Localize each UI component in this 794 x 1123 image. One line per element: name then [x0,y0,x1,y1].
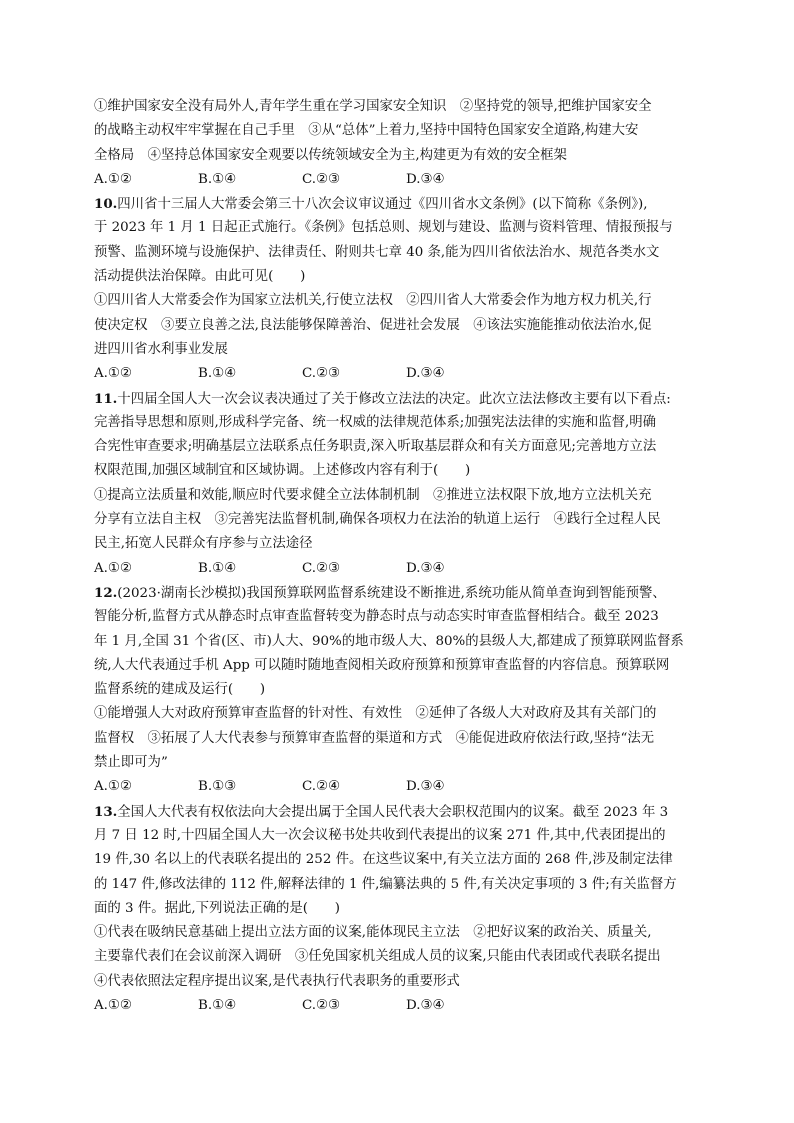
question-text: 19 件,30 名以上的代表联名提出的 252 件。在这些议案中,有关立法方面的 268 件,涉及制定法律 [94,852,673,868]
question-text: 于 2023 年 1 月 1 日起正式施行。《条例》包括总则、规划与建设、监测与资料管理、情报预报与 [94,220,673,236]
question-text: 进四川省水利事业发展 [94,341,228,357]
answer-option[interactable]: A.①② [94,366,132,382]
question-block [94,387,700,581]
question-text: 面的 3 件。据此,下列说法正确的是( ) [94,900,340,916]
question-stem-line [94,484,700,508]
question-stem-line [94,824,700,848]
answer-option[interactable]: C.②③ [302,366,341,382]
question-text: 权限范围,加强区域制宜和区域协调。上述修改内容有利于( ) [94,463,471,479]
answer-option[interactable]: A.①② [94,997,132,1013]
question-stem-line [94,921,700,945]
question-text: 四川省十三届人大常委会第三十八次会议审议通过《四川省水文条例》(以下简称《条例》), [117,197,648,213]
question-text: 的 147 件,修改法律的 112 件,解释法律的 1 件,编纂法典的 5 件,有关决定事项的 3 件;有关监督方 [94,876,677,892]
answer-option[interactable]: A.①② [94,171,132,187]
question-stem-line [94,119,700,143]
question-stem-line [94,970,700,994]
question-text: 分享有立法自主权 ③完善宪法监督机制,确保各项权力在法治的轨道上运行 ④践行全过程人民 [94,512,661,528]
question-stem-line [94,411,700,435]
question-text: 年 1 月,全国 31 个省(区、市)人大、90%的地市级人大、80%的县级人大,都建成了预算联网监督系 [94,633,684,649]
question-block [94,800,700,1019]
question-number: 13. [94,803,118,820]
question-text: 的战略主动权牢牢掌握在自己手里 ③从“总体”上着力,坚持中国特色国家安全道路,构建大安 [94,123,639,139]
question-stem-line [94,192,700,216]
question-text: 使决定权 ③要立良善之法,良法能够保障善治、促进社会发展 ④该法实施能推动依法治水,促 [94,317,652,333]
question-text: 十四届全国人大一次会议表决通过了关于修改立法法的决定。此次立法法修改主要有以下看点: [117,391,671,407]
question-stem-line [94,945,700,969]
question-stem-line [94,508,700,532]
answer-options [94,362,700,386]
answer-option[interactable]: B.①④ [198,997,237,1013]
answer-option[interactable]: D.③④ [406,171,445,187]
question-stem-line [94,605,700,629]
answer-options [94,168,700,192]
question-text: 合宪性审查要求;明确基层立法联系点任务职责,深入听取基层群众和有关方面意见;完善地方立法 [94,439,657,455]
question-stem-line [94,897,700,921]
question-stem-line [94,702,700,726]
question-stem-line [94,314,700,338]
question-number: 11. [94,390,118,407]
question-stem-line [94,435,700,459]
answer-option[interactable]: B.①④ [198,366,237,382]
question-text: (2023·湖南长沙模拟)我国预算联网监督系统建设不断推进,系统功能从简单查询到智能预警、 [117,585,666,601]
answer-option[interactable]: C.②③ [302,560,341,576]
answer-option[interactable]: C.②③ [302,997,341,1013]
answer-option[interactable]: A.①② [94,560,132,576]
answer-option[interactable]: C.②④ [302,779,341,795]
answer-option[interactable]: B.①④ [198,560,237,576]
question-stem-line [94,630,700,654]
answer-option[interactable]: D.③④ [406,997,445,1013]
answer-options [94,775,700,799]
question-number: 10. [94,196,118,213]
question-stem-line [94,848,700,872]
question-stem-line [94,144,700,168]
answer-option[interactable]: A.①② [94,779,132,795]
question-stem-line [94,532,700,556]
question-stem-line [94,241,700,265]
question-stem-line [94,751,700,775]
question-stem-line [94,289,700,313]
question-text: 全国人大代表有权依法向大会提出属于全国人民代表大会职权范围内的议案。截至 2023 年 3 [117,804,669,820]
question-text: ①四川省人大常委会作为国家立法机关,行使立法权 ②四川省人大常委会作为地方权力机关,行 [94,293,652,309]
question-text: 活动提供法治保障。由此可见( ) [94,269,306,285]
question-block [94,95,700,192]
question-stem-line [94,338,700,362]
question-stem-line [94,581,700,605]
question-text: 民主,拓宽人民群众有序参与立法途径 [94,536,313,552]
question-text: ④代表依照法定程序提出议案,是代表执行代表职务的重要形式 [94,973,460,989]
question-stem-line [94,654,700,678]
answer-option[interactable]: B.①④ [198,171,237,187]
question-text: 月 7 日 12 时,十四届全国人大一次会议秘书处共收到代表提出的议案 271 件,其中,代表团提出的 [94,827,666,843]
question-text: 完善指导思想和原则,形成科学完备、统一权威的法律规范体系;加强宪法法律的实施和监督,明确 [94,414,657,430]
question-stem-line [94,873,700,897]
answer-option[interactable]: D.③④ [406,560,445,576]
question-text: ①提高立法质量和效能,顺应时代要求健全立法体制机制 ②推进立法权限下放,地方立法机关充 [94,487,652,503]
answer-options [94,557,700,581]
question-text: 全格局 ④坚持总体国家安全观要以传统领域安全为主,构建更为有效的安全框架 [94,147,567,163]
question-stem-line [94,727,700,751]
answer-option[interactable]: B.①③ [198,779,237,795]
question-block [94,192,700,386]
answer-option[interactable]: D.③④ [406,779,445,795]
question-stem-line [94,387,700,411]
question-text: 智能分析,监督方式从静态时点审查监督转变为静态时点与动态实时审查监督相结合。截至 2023 [94,609,659,625]
question-text: 预警、监测环境与设施保护、法律责任、附则共七章 40 条,能为四川省依法治水、规范各类水文 [94,244,660,260]
question-text: 主要靠代表们在会议前深入调研 ③任免国家机关组成人员的议案,只能由代表团或代表联名提出 [94,949,661,965]
question-text: ①代表在吸纳民意基础上提出立法方面的议案,能体现民主立法 ②把好议案的政治关、质量关, [94,925,652,941]
question-text: 监督权 ③拓展了人大代表参与预算审查监督的渠道和方式 ④能促进政府依法行政,坚持“法无 [94,730,655,746]
question-list [94,95,700,1018]
question-stem-line [94,265,700,289]
question-text: 统,人大代表通过手机 App 可以随时随地查阅相关政府预算和预算审查监督的内容信息。预算联网 [94,657,670,673]
question-stem-line [94,678,700,702]
answer-options [94,994,700,1018]
question-text: 禁止即可为” [94,755,168,771]
question-number: 12. [94,584,118,601]
answer-option[interactable]: D.③④ [406,366,445,382]
question-stem-line [94,800,700,824]
question-stem-line [94,95,700,119]
answer-option[interactable]: C.②③ [302,171,341,187]
question-stem-line [94,459,700,483]
question-stem-line [94,216,700,240]
question-text: ①能增强人大对政府预算审查监督的针对性、有效性 ②延伸了各级人大对政府及其有关部门的 [94,706,657,722]
question-block [94,581,700,800]
question-text: 监督系统的建成及运行( ) [94,682,266,698]
question-text: ①维护国家安全没有局外人,青年学生重在学习国家安全知识 ②坚持党的领导,把维护国家安全 [94,99,652,114]
